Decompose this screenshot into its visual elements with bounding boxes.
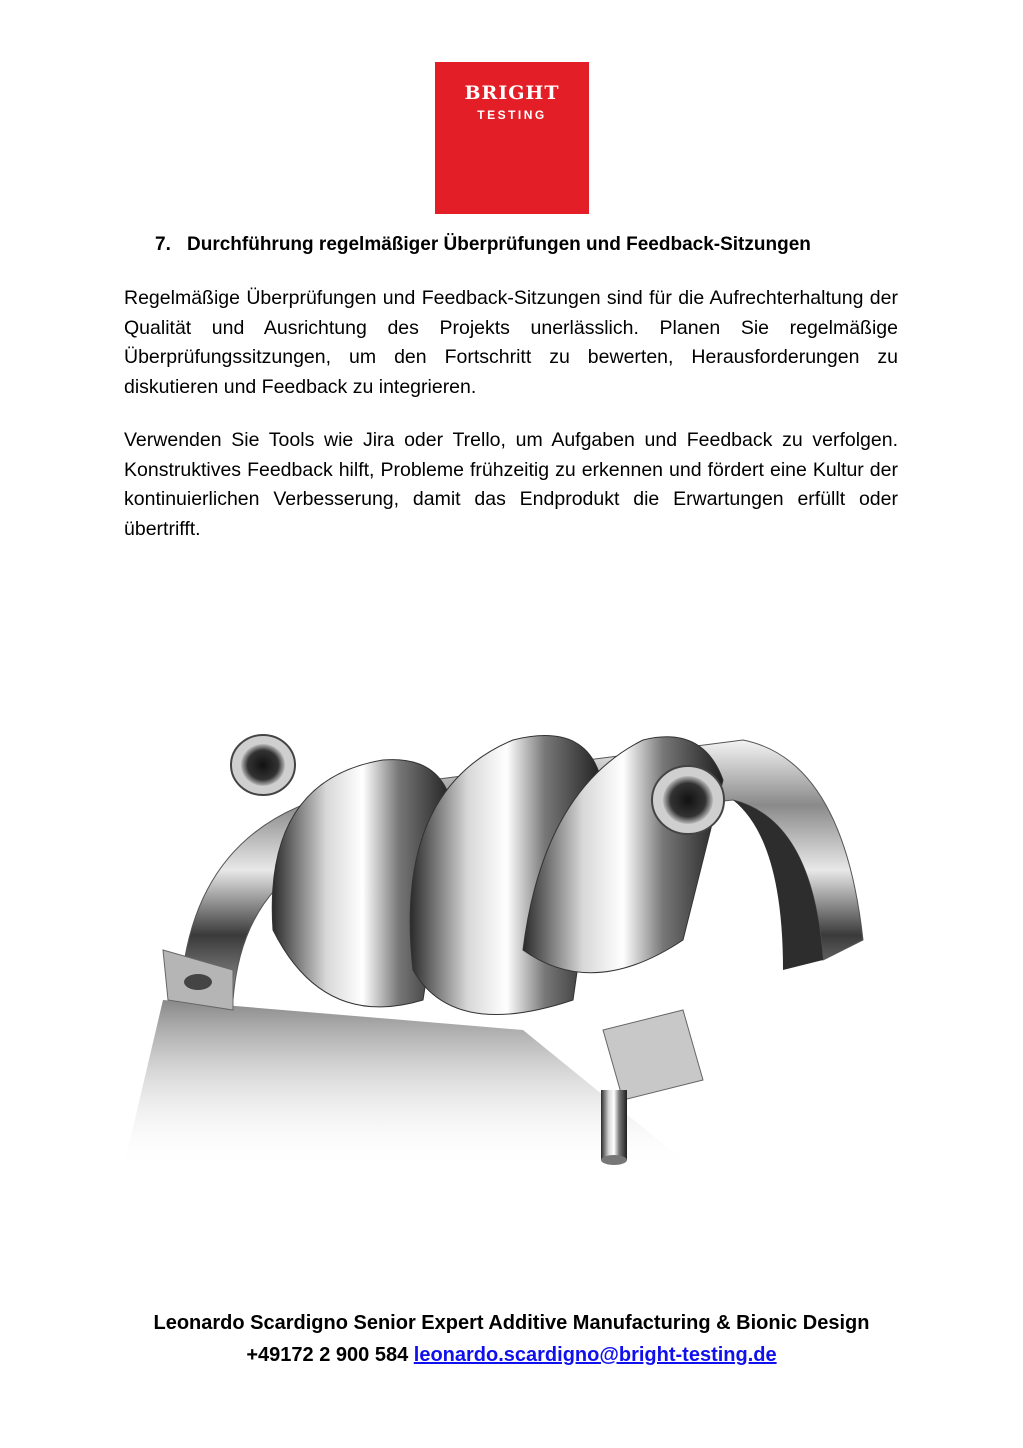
logo-brand-text: BRIGHT bbox=[464, 82, 560, 104]
exhaust-manifold-illustration bbox=[123, 700, 907, 1180]
bright-testing-logo bbox=[435, 62, 589, 214]
logo-sub-text: TESTING bbox=[477, 108, 547, 122]
section-heading bbox=[155, 234, 915, 256]
paragraph-2: Verwenden Sie Tools wie Jira oder Trello, um Aufgaben und Feedback zu verfolgen. Konstruktives Feedback hilft, Probleme frühzeitig zu erkennen und fördert eine Kultur der kontinuierlichen Verbesserung, damit das Endprodukt die Erwartungen erfüllt oder übertrifft. bbox=[124, 429, 898, 540]
paragraph-1: Regelmäßige Überprüfungen und Feedback-Sitzungen sind für die Aufrechterhaltung der Qualität und Ausrichtung des Projekts unerlässlich. Planen Sie regelmäßige Überprüfungssitzungen, um den Fortschritt zu bewerten, Herausforderungen zu diskutieren und Feedback zu integrieren. bbox=[124, 287, 898, 398]
metal-part-render-image bbox=[123, 700, 907, 1180]
footer-email-link[interactable]: leonardo.scardigno@bright-testing.de bbox=[413, 1344, 777, 1366]
footer-contact-line bbox=[0, 1344, 1023, 1367]
section-title: Durchführung regelmäßiger Überprüfungen und Feedback-Sitzungen bbox=[187, 234, 811, 255]
footer-author-line: Leonardo Scardigno Senior Expert Additive Manufacturing & Bionic Design bbox=[153, 1312, 870, 1334]
section-number: 7. bbox=[155, 234, 171, 255]
footer-phone: +49172 2 900 584 bbox=[246, 1344, 409, 1366]
